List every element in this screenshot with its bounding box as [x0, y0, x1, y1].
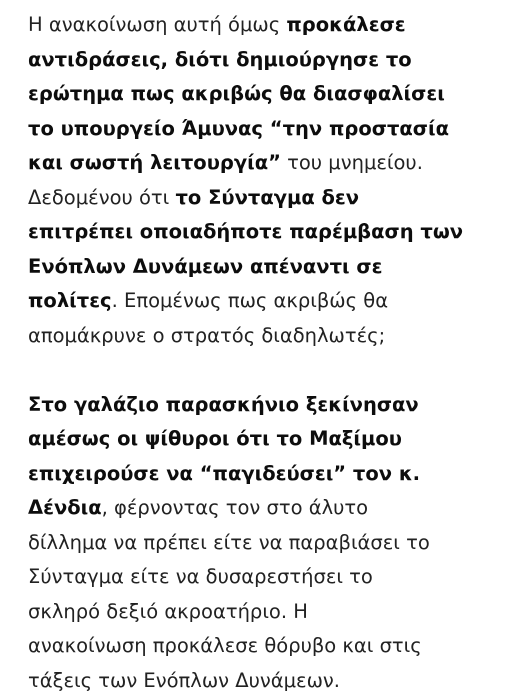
text-line [28, 215, 508, 250]
text-line [28, 629, 508, 664]
text-line [28, 112, 508, 147]
text-line [28, 422, 508, 457]
bold-text: και σωστή λειτουργία” [28, 151, 281, 174]
bold-text: αντιδράσεις, διότι δημιούργησε το [28, 47, 412, 71]
bold-text: πολίτες [28, 289, 112, 312]
regular-text: , φέρνοντας τον στο άλυτο [101, 496, 369, 519]
text-line [28, 664, 508, 699]
bold-text: επιτρέπει οποιαδήποτε παρέμβαση των [28, 220, 464, 243]
bold-text: Στο γαλάζιο παρασκήνιο ξεκίνησαν [28, 392, 419, 416]
text-line [28, 43, 508, 78]
bold-text: επιχειρούσε να “παγιδεύσει” τον κ. [28, 461, 421, 485]
regular-text: απομάκρυνε ο στρατός διαδηλωτές; [28, 323, 386, 347]
text-line [28, 319, 508, 354]
text-line [28, 560, 508, 595]
bold-text: Ενόπλων Δυνάμεων απέναντι σε [28, 254, 383, 278]
text-line [28, 77, 508, 112]
paragraph-gap [28, 353, 508, 388]
text-line [28, 8, 508, 43]
bold-text: Δένδια [28, 496, 102, 519]
regular-text: σκληρό δεξιό ακροατήριο. Η [28, 599, 308, 623]
regular-text: του μνημείου. [280, 151, 423, 174]
text-line [28, 595, 508, 630]
regular-text: Δεδομένου ότι [28, 185, 176, 209]
regular-text: δίλλημα να πρέπει είτε να παραβιάσει το [28, 530, 430, 554]
text-line [28, 526, 508, 561]
bold-text: το Σύνταγμα δεν [175, 185, 360, 209]
text-line [28, 146, 508, 181]
text-line [28, 250, 508, 285]
regular-text: Η ανακοίνωση αυτή όμως [28, 13, 287, 36]
regular-text: . Επομένως πως ακριβώς θα [111, 289, 389, 312]
text-line [28, 388, 508, 423]
paragraph [28, 8, 508, 353]
article-body [28, 8, 508, 698]
bold-text: το υπουργείο Άμυνας “την προστασία [28, 116, 449, 140]
bold-text: προκάλεσε [286, 13, 406, 36]
bold-text: αμέσως οι ψίθυροι ότι το Μαξίμου [28, 427, 402, 450]
text-line [28, 457, 508, 492]
bold-text: ερώτημα πως ακριβώς θα διασφαλίσει [28, 82, 445, 105]
text-line [28, 491, 508, 526]
text-line [28, 181, 508, 216]
regular-text: ανακοίνωση προκάλεσε θόρυβο και στις [28, 634, 422, 657]
text-line [28, 284, 508, 319]
paragraph [28, 388, 508, 699]
regular-text: Σύνταγμα είτε να δυσαρεστήσει το [28, 565, 373, 588]
regular-text: τάξεις των Ενόπλων Δυνάμεων. [28, 668, 340, 692]
